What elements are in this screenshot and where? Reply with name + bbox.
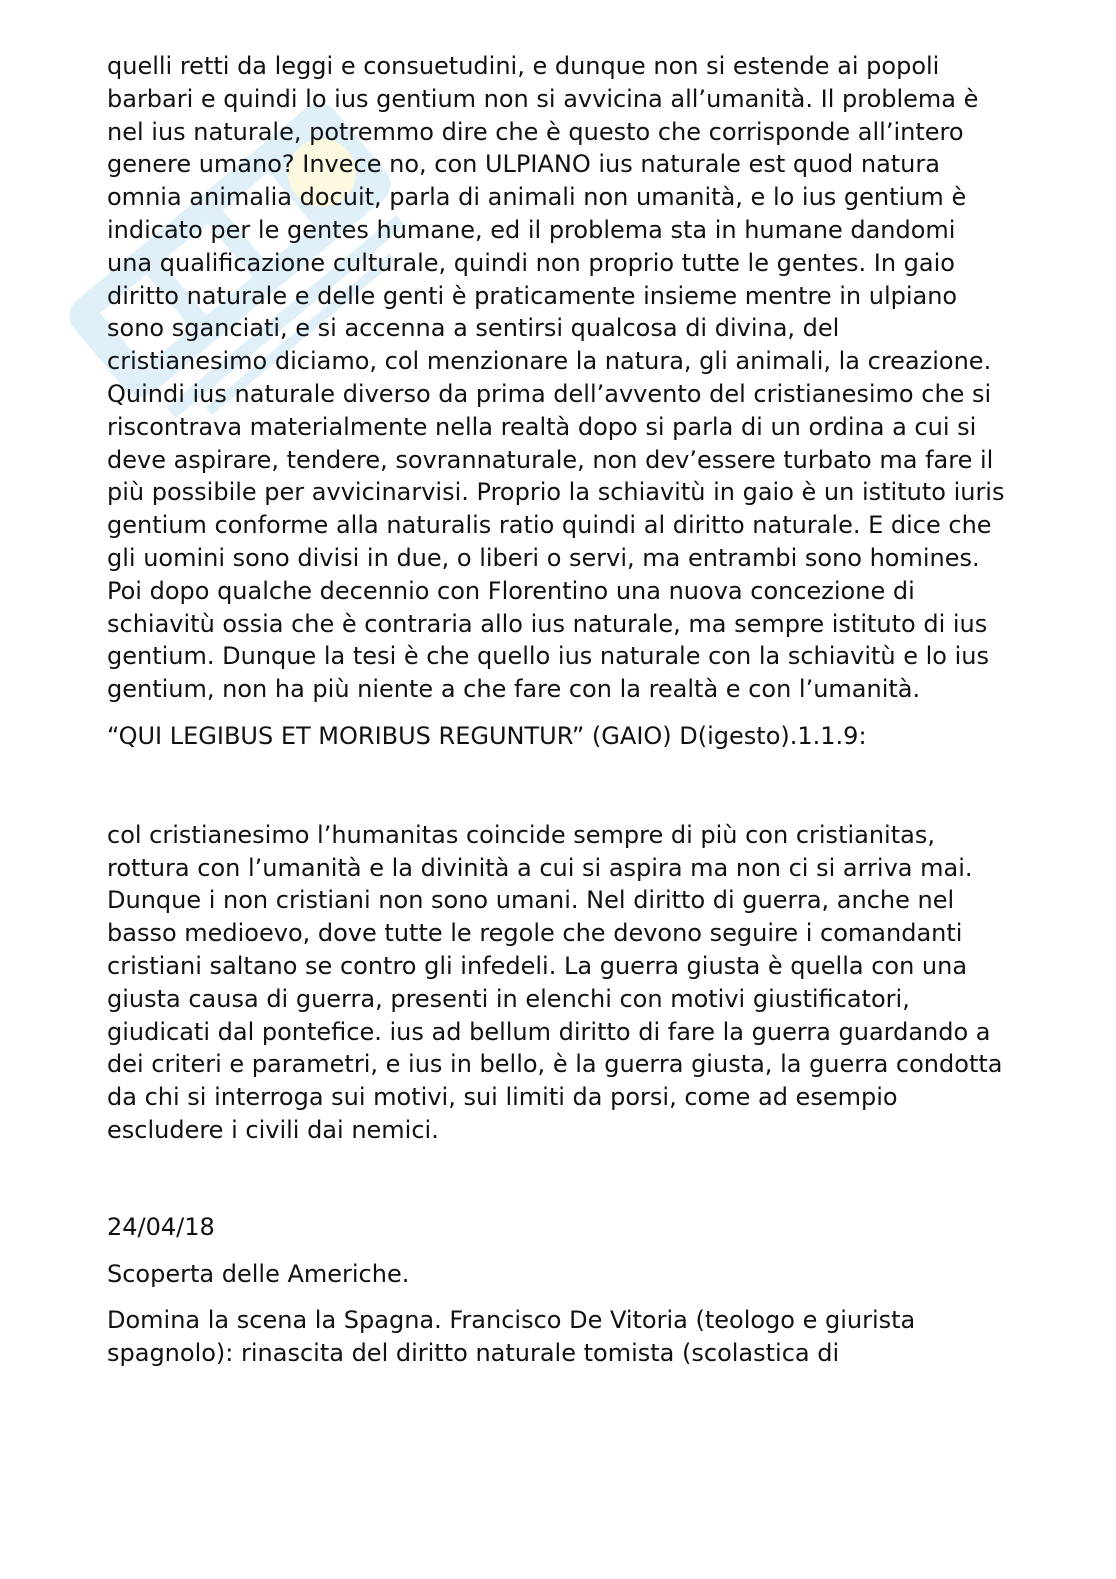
paragraph-ius-naturale: quelli retti da leggi e consuetudini, e dunque non si estende ai popoli barbari e quindi lo ius gentium non si avvicina all’umanità. Il problema è nel ius naturale, potremmo dire che è questo che corrisponde all’intero genere umano? Invece no, con ULPIANO ius naturale est quod natura omnia animalia docuit, parla di animali non umanità, e lo ius gentium è indicato per le gentes humane, ed il problema sta in humane dandomi una qualificazione culturale, quindi non proprio tutte le gentes. In gaio diritto naturale e delle genti è praticamente insieme mentre in ulpiano sono sganciati, e si accenna a sentirsi qualcosa di divina, del cristianesimo diciamo, col menzionare la natura, gli animali, la creazione. Quindi ius naturale diverso da prima dell’avvento del cristianesimo che si riscontrava materialmente nella realtà dopo si parla di un ordina a cui si deve aspirare, tendere, sovrannaturale, non dev’essere turbato ma fare il più possibile per avvicinarvisi. Proprio la schiavitù in gaio è un istituto iuris gentium conforme alla naturalis ratio quindi al diritto naturale. E dice che gli uomini sono divisi in due, o liberi o servi, ma entrambi sono homines. Poi dopo qualche decennio con Florentino una nuova concezione di schiavitù ossia che è contraria allo ius naturale, ma sempre istituto di ius gentium. Dunque la tesi è che quello ius naturale con la schiavitù e lo ius gentium, non ha più niente a che fare con la realtà e con l’umanità. bbox=[107, 52, 1005, 704]
lecture-date: 24/04/18 bbox=[107, 1212, 215, 1241]
paragraph-vitoria: Domina la scena la Spagna. Francisco De Vitoria (teologo e giurista spagnolo): rinascita del diritto naturale tomista (scolastica di bbox=[107, 1306, 916, 1368]
paragraph-cristianesimo: col cristianesimo l’humanitas coincide sempre di più con cristianitas, rottura con l’umanità e la divinità a cui si aspira ma non ci si arriva mai. Dunque i non cristiani non sono umani. Nel diritto di guerra, anche nel basso medioevo, dove tutte le regole che devono seguire i comandanti cristiani saltano se contro gli infedeli. La guerra giusta è quella con una giusta causa di guerra, presenti in elenchi con motivi giustificatori, giudicati dal pontefice. ius ad bellum diritto di fare la guerra guardando a dei criteri e parametri, e ius in bello, è la guerra giusta, la guerra condotta da chi si interroga sui motivi, sui limiti da porsi, come ad esempio escludere i civili dai nemici. bbox=[107, 820, 1003, 1144]
section-heading-gaio: “QUI LEGIBUS ET MORIBUS REGUNTUR” (GAIO) D(igesto).1.1.9: bbox=[107, 721, 867, 750]
document-page bbox=[107, 50, 1007, 1370]
topic-title: Scoperta delle Americhe. bbox=[107, 1259, 410, 1288]
